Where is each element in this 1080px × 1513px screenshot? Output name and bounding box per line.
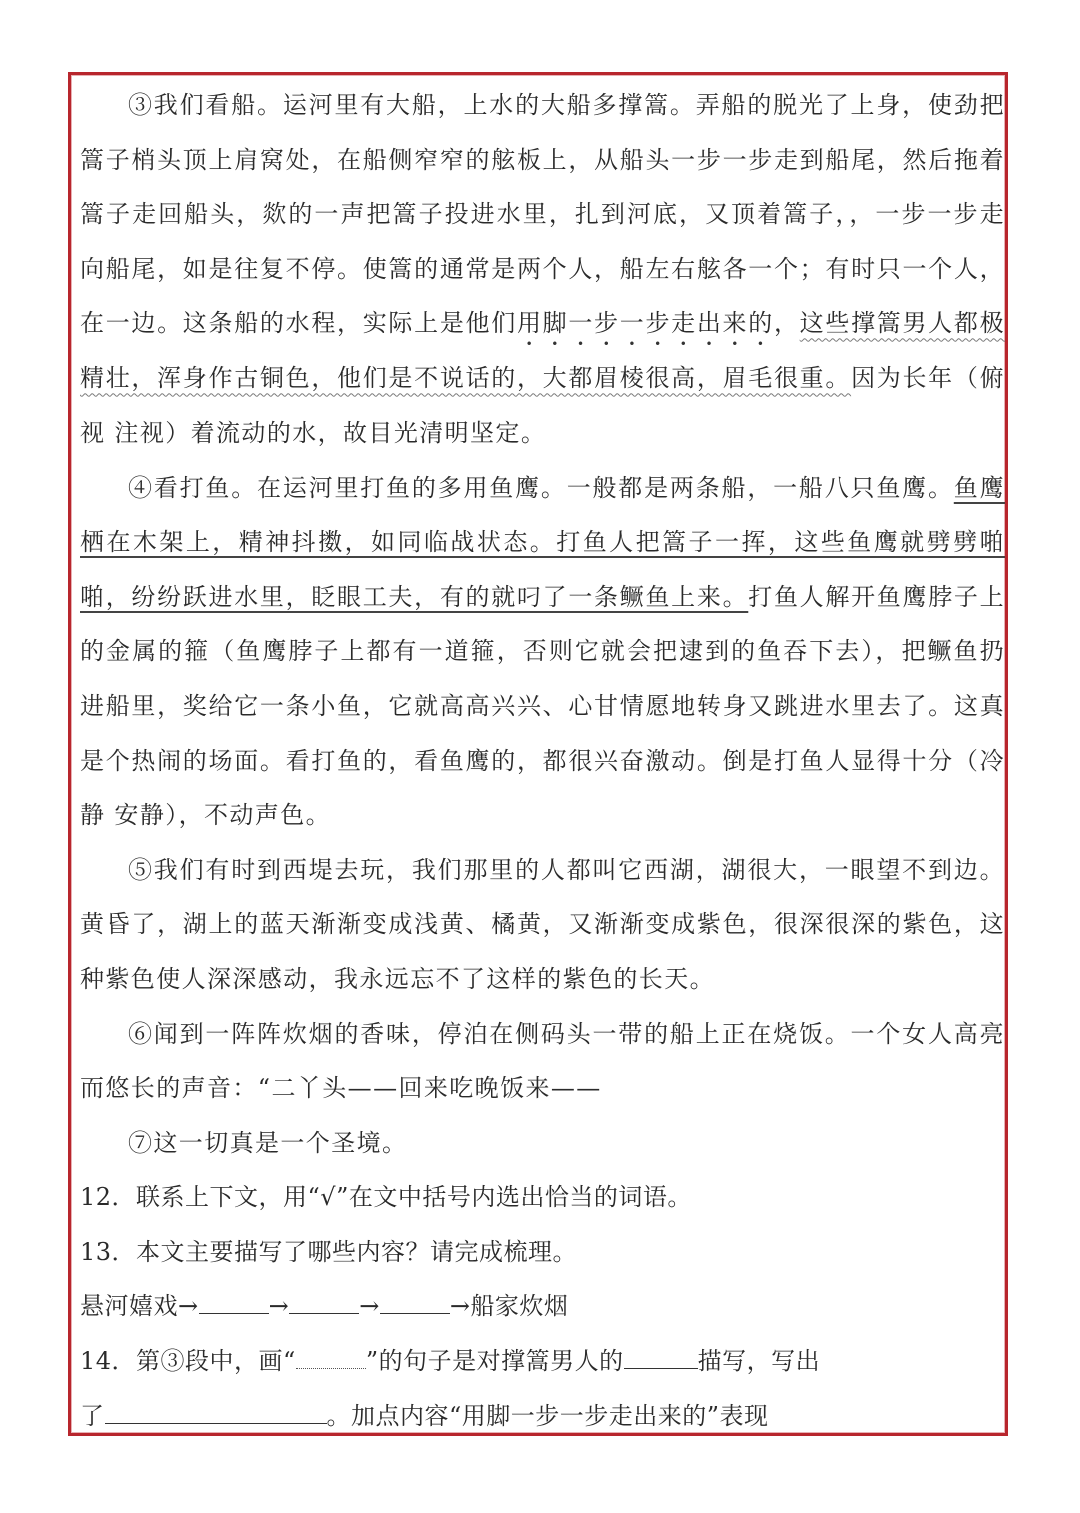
flow-end: →船家炊烟 (449, 1292, 569, 1321)
question-14 (80, 1334, 1005, 1389)
answer-blank-2[interactable] (289, 1291, 359, 1314)
question-14-part: 14．第③段中，画“ (80, 1347, 296, 1376)
flow-arrow: → (359, 1292, 380, 1321)
paragraph-3-comma: ， (773, 309, 800, 338)
paragraph-4-ending: 打鱼人解开鱼鹰脖子上的金属的箍（鱼鹰脖子上都有一道箍，否则它就会把逮到的鱼吞下去），把鳜鱼扔进船里，奖给它一条小鱼，它就高高兴兴、心甘情愿地转身又跳进水里去了。这真是个热闹的场面。看打鱼的，看鱼鹰的，都很兴奋激动。倒是打鱼人显得十分（冷静 安静），不动声色。 (80, 582, 1006, 830)
paragraph-3 (80, 78, 1005, 461)
question-14-part: 描写，写出 (697, 1347, 821, 1376)
question-14-part: ”的句子是对撑篙男人的 (365, 1347, 624, 1376)
paragraph-6: ⑥闻到一阵阵炊烟的香味，停泊在侧码头一带的船上正在烧饭。一个女人高亮而悠长的声音：“二丫头——回来吃晚饭来—— (80, 1019, 1005, 1103)
answer-blank-1[interactable] (199, 1291, 269, 1314)
paragraph-3-text: ③我们看船。运河里有大船，上水的大船多撑篙。弄船的脱光了上身，使劲把篙子梢头顶上肩窝处，在船侧窄窄的舷板上，从船头一步一步走到船尾，然后拖着篙子走回船头，欻的一声把篙子投进水里，扎到河底，又顶着篙子，，一步一步走向船尾，如是往复不停。使篙的通常是两个人，船左右舷各一个；有时只一个人，在一边。这条船的水程，实际上是他们 (80, 91, 1005, 338)
answer-blank-5[interactable] (105, 1401, 327, 1424)
underlined-sentence: 鱼鹰栖在木架上，精神抖擞，如同临战状态。打鱼人把篙子一挥，这些鱼鹰就劈劈啪啪，纷纷跃进水里，眨眼工夫，有的就叼了一条鳜鱼上来。 (80, 473, 1005, 611)
paragraph-4 (80, 461, 1005, 843)
reading-passage (80, 78, 1005, 1443)
question-14-part: 。加点内容“用脚一步一步走出来的”表现 (326, 1401, 769, 1430)
question-13: 13．本文主要描写了哪些内容？请完成梳理。 (80, 1237, 578, 1266)
question-14-part: 了 (80, 1401, 105, 1430)
flow-arrow: → (268, 1292, 290, 1321)
paragraph-4-opening: ④看打鱼。在运河里打鱼的多用鱼鹰。一般都是两条船，一船八只鱼鹰。 (128, 473, 954, 502)
question-13-flow (80, 1279, 1005, 1334)
paragraph-5: ⑤我们有时到西堤去玩，我们那里的人都叫它西湖，湖很大，一眼望不到边。黄昏了，湖上的蓝天渐渐变成浅黄、橘黄，又渐渐变成紫色，很深很深的紫色，这种紫色使人深深感动，我永远忘不了这样的紫色的长天。 (80, 855, 1005, 993)
flow-start: 悬河嬉戏→ (80, 1292, 199, 1321)
answer-blank-3[interactable] (380, 1291, 450, 1314)
dotted-phrase: 用脚一步一步走出来的 (516, 309, 774, 338)
question-12: 12．联系上下文，用“√”在文中括号内选出恰当的词语。 (80, 1183, 692, 1212)
answer-blank-4[interactable] (624, 1346, 698, 1369)
wavy-line-sample (296, 1348, 366, 1369)
wavy-underlined-sentence: 这些撑篙男人都极精壮，浑身作古铜色，他们是不说话的，大都眉棱很高，眉毛很重。 (80, 309, 1005, 393)
paragraph-7: ⑦这一切真是一个圣境。 (128, 1128, 408, 1157)
question-14-continued (80, 1389, 1005, 1444)
paragraph-3-ending: 因为长年（俯视 注视）着流动的水，故目光清明坚定。 (80, 364, 1005, 447)
